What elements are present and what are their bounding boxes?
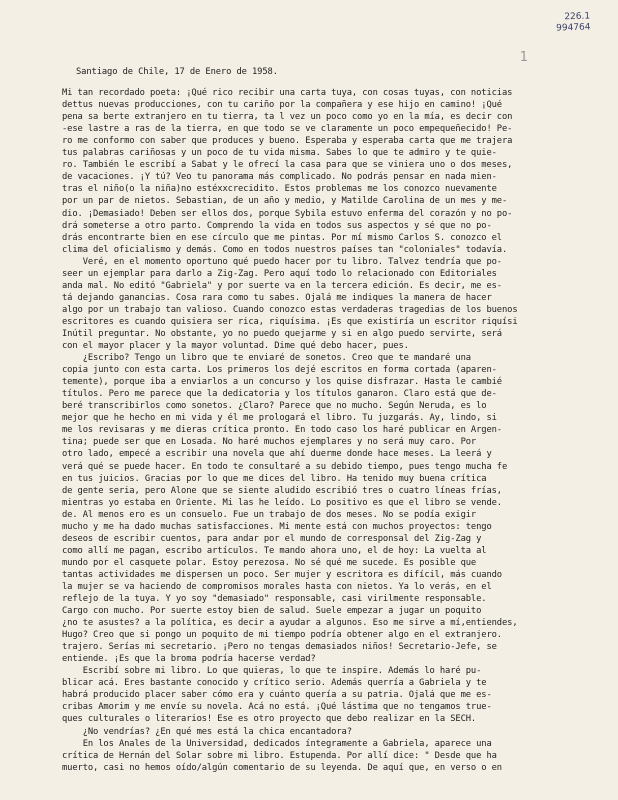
letter-line: drá someterse a otro parto. Comprendo la vida en todos sus aspectos y sé que no po- (62, 220, 492, 231)
letter-line: escritores es cuando quisiera ser rica, riquísima. ¡Es que existiría un escritor riquísi (62, 316, 518, 327)
letter-line: Hugo? Creo que si pongo un poquito de mi tiempo podría obtener algo en el extranjero. (62, 630, 502, 641)
letter-line: verá qué se puede hacer. En todo te consultaré a su debido tiempo, pues tengo mucha fe (62, 461, 508, 472)
letter-line: dettus nuevas producciones, con tu cariño por la compañera y ese hijo en camino! ¡Qué (62, 100, 502, 111)
letter-line: ro me conformo con saber que produces y bueno. Esperaba y esperaba carta que me trajera (62, 136, 513, 147)
letter-line: trajero. Serías mi secretario. ¡Pero no tengas demasiados niños! Secretario-Jefe, se (62, 642, 497, 653)
letter-line: beré transcribirlos como sonetos. ¿Claro? Parece que no mucho. Según Neruda, es lo (62, 401, 487, 412)
letter-line: entiende. ¡Es que la broma podría hacerse verdad? (62, 654, 316, 665)
letter-line: Cargo con mucho. Por suerte estoy bien de salud. Suele empezar a jugar un poquito (62, 606, 482, 617)
letter-line: tá dejando ganancias. Cosa rara como tu sabes. Ojalá me indiques la manera de hacer (62, 292, 492, 303)
letter-line: de vacaciones. ¡Y tú? Veo tu panorama más complicado. No podrás pensar en nada mien- (62, 172, 497, 183)
letter-line: en tus juicios. Gracias por lo que me dices del libro. Ha tenido muy buena crítica (62, 473, 487, 484)
letter-line: tina; puede ser que en Losada. No haré muchos ejemplares y no será muy caro. Por (62, 437, 477, 448)
letter-line: Escribí sobre mi libro. Lo que quieras, lo que te inspire. Además lo haré pu- (62, 666, 482, 677)
letter-line: algo por un trabajo tan valioso. Cuando conozco estas verdaderas tragedias de los buenos (62, 304, 518, 315)
letter-line: de. Al menos ero es un consuelo. Fue un trabajo de dos meses. No se podía exigir (62, 509, 477, 520)
letter-line: -ese lastre a ras de la tierra, en que todo se ve claramente un poco empequeñecido! Pe- (62, 124, 513, 135)
dateline: Santiago de Chile, 17 de Enero de 1958. (76, 67, 278, 77)
letter-line: ro. También le escribí a Sabat y le ofrecí la casa para que se viniera uno o dos meses, (62, 160, 513, 171)
letter-line: ¿No vendrías? ¿En qué mes está la chica encantadora? (62, 726, 352, 737)
archive-code-line-1: 226.1 (563, 11, 590, 23)
letter-line: deseos de escribir cuentos, para andar por el mundo de corresponsal del Zig-Zag y (62, 533, 482, 544)
letter-line: Veré, en el momento oportuno qué puedo hacer por tu libro. Talvez tendría que po- (62, 256, 502, 267)
letter-line: mejor que he hecho en mi vida y él me prologará el libro. Tu juzgarás. Ay, lindo, si (62, 413, 497, 424)
letter-line: tantas actividades me dispersen un poco. Ser mujer y escritora es difícil, más cuando (62, 569, 502, 580)
letter-line: de gente seria, pero Alone que se siente aludido escribió tres o cuatro líneas frías, (62, 485, 502, 496)
archive-code-line-2: 994764 (555, 22, 591, 34)
letter-line: copia junto con esta carta. Los primeros los dejé escritos en forma cortada (aparen- (62, 365, 497, 376)
letter-line: ¿Escribo? Tengo un libro que te enviaré de sonetos. Creo que te mandaré una (62, 353, 471, 364)
letter-line: clima del oficialismo y demás. Como en todos nuestros países tan "coloniales" todavía. (62, 244, 508, 255)
letter-line: Inútil preguntar. No obstante, yo no puedo quejarme y si en algo puedo servirte, será (62, 328, 502, 339)
letter-line: me los revisaras y me dieras crítica pronto. En todo caso los haré publicar en Argen- (62, 425, 502, 436)
letter-line: con el mayor placer y la mayor voluntad. Dime qué debo hacer, pues. (62, 341, 409, 352)
letter-line: drás encontrarte bien en ese círculo que me pintas. Por mí mismo Carlos S. conozco el (62, 232, 502, 243)
letter-line: mientras yo estaba en Oriente. Mi las he leído. Lo positivo es que el libro se vende. (62, 497, 502, 508)
letter-line: habrá producido placer saber cómo era y cuánto quería a su patria. Ojalá que me es- (62, 690, 492, 701)
letter-line: blicar acá. Eres bastante conocido y crítico serio. Además querría a Gabriela y te (62, 678, 487, 689)
letter-line: cribas Amorim y me envíe su novela. Acá no está. ¡Qué lástima que no tengamos true- (62, 702, 492, 713)
letter-line: ¿no te asustes? a la política, es decir a ayudar a algunos. Eso me sirve a mí,entiendes, (62, 618, 518, 629)
letter-line: como allí me pagan, escribo artículos. Te mando ahora uno, el de hoy: La vuelta al (62, 545, 487, 556)
letter-line: muerto, casi no hemos oído/algún comentario de su leyenda. De aquí que, en verso o en (62, 762, 502, 773)
letter-line: tras el niño(o la niña)no estéxxcrecidito. Estos problemas me los conozco nuevamente (62, 184, 497, 195)
letter-line: por un par de nietos. Sebastian, de un año y medio, y Matilde Carolina de un mes y me- (62, 196, 508, 207)
page-number-mark: 1 (519, 50, 528, 65)
letter-line: En los Anales de la Universidad, dedicados íntegramente a Gabriela, aparece una (62, 738, 492, 749)
letter-lines (62, 87, 610, 774)
letter-line: títulos. Pero me parece que la dedicatoria y los títulos ganaron. Claro está que de- (62, 389, 497, 400)
letter-line: reflejo de la tuya. Y yo soy "demasiado" responsable, casi virilmente responsable. (62, 594, 487, 605)
letter-line: seer un ejemplar para darlo a Zig-Zag. Pero aquí todo lo relacionado con Editoriales (62, 268, 497, 279)
letter-line: crítica de Hernán del Solar sobre mi libro. Estupenda. Por allí dice: " Desde que ha (62, 750, 497, 761)
letter-line: la mujer se va haciendo de compromisos morales hasta con nietos. Ya lo verás, en el (62, 581, 492, 592)
letter-body (62, 66, 610, 774)
letter-line: dio. ¡Demasiado! Deben ser ellos dos, porque Sybila estuvo enferma del corazón y no po- (62, 208, 513, 219)
letter-line: pena sa berte extranjero en tu tierra, ta l vez un poco como yo en la mía, es decir con (62, 112, 513, 123)
letter-line: otro lado, empecé a escribir una novela que ahí duerme donde hace meses. La leerá y (62, 449, 492, 460)
letter-line: anda mal. No editó "Gabriela" y por suerte va en la tercera edición. Es decir, me es- (62, 280, 502, 291)
archive-code (555, 11, 590, 34)
letter-line: tus palabras cariñosas y un poco de tu vida misma. Sabes lo que te admiro y te quie- (62, 148, 497, 159)
letter-line: ques culturales o literarios! Ese es otro proyecto que debo realizar en la SECH. (62, 714, 477, 725)
letter-line: temente), porque iba a enviarlos a un concurso y los quise disfrazar. Hasta le cambié (62, 377, 502, 388)
letter-line: Mi tan recordado poeta: ¡Qué rico recibir una carta tuya, con cosas tuyas, con noticias (62, 88, 513, 99)
letter-line: mucho y me ha dado muchas satisfacciones. Mi mente está con muchos proyectos: tengo (62, 521, 492, 532)
letter-line: mundo por el casquete polar. Estoy perezosa. No sé qué me sucede. Es posible que (62, 557, 477, 568)
